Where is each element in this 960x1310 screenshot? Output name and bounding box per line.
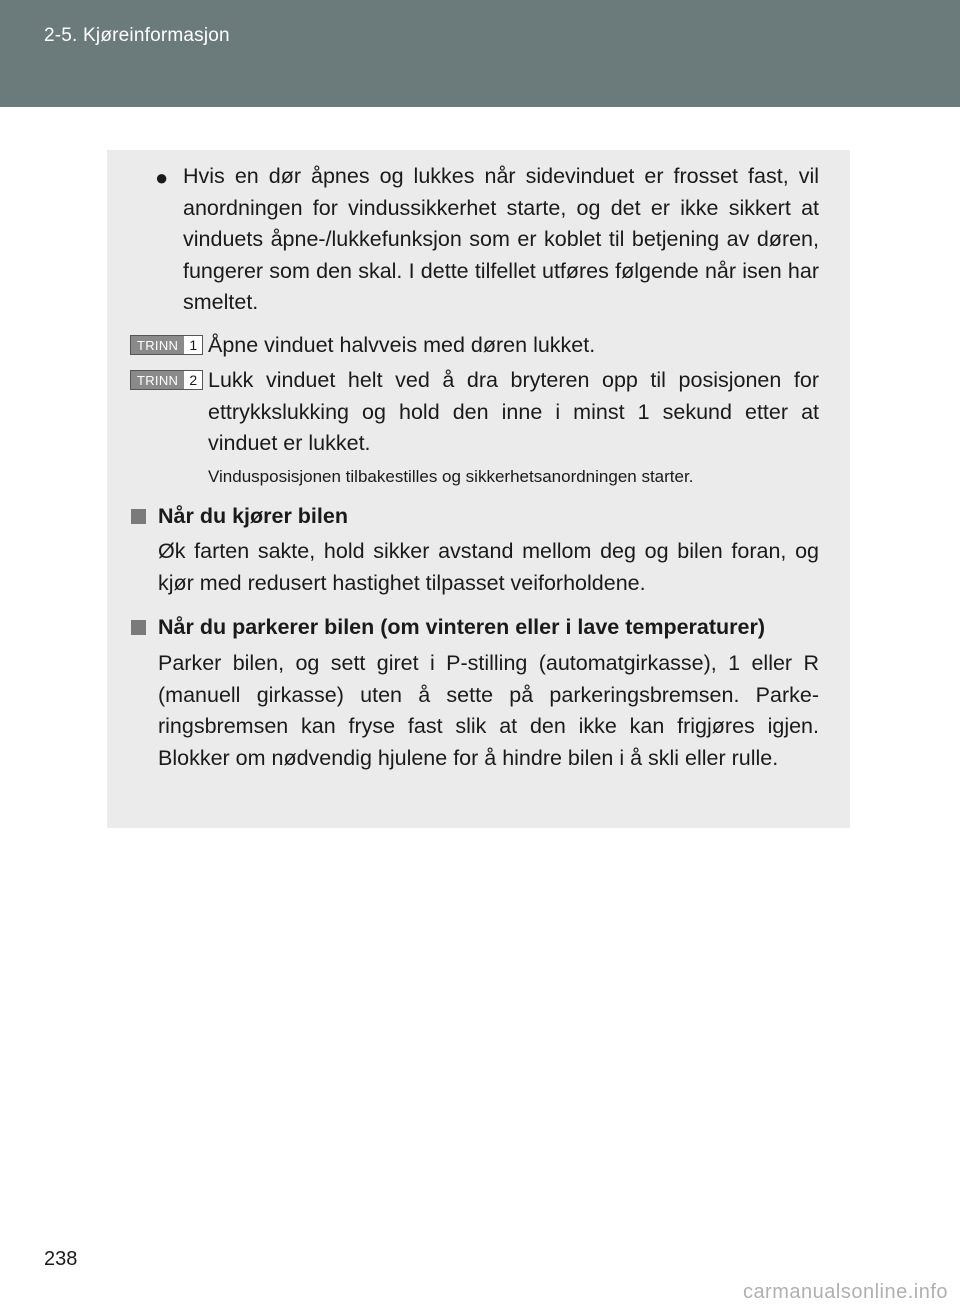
page-number: 238	[44, 1248, 78, 1270]
watermark: carmanualsonline.info	[742, 1281, 948, 1303]
step-2-text: Lukk vinduet helt ved å dra bryteren opp til posisjonen for ettrykkslukking og hold den inne i minst 1 sekund etter at vinduet er lukket.	[208, 368, 819, 455]
section-square-icon	[131, 620, 146, 635]
page-header	[0, 0, 960, 107]
section-heading-parking: Når du parkerer bilen (om vinteren eller i lave temperaturer)	[158, 615, 765, 639]
step-note: Vindusposisjonen tilbakestilles og sikkerhetsanordningen starter.	[208, 467, 694, 486]
bullet-paragraph: Hvis en dør åpnes og lukkes når sidevinduet er frosset fast, vil anordningen for vindussikkerhet starte, og det er ikke sikkert at vinduets åpne-/lukkefunksjon som er koblet til betjening av døren, fungerer som den skal. I dette tilfellet utføres følgende når isen har smeltet.	[183, 164, 819, 314]
section-title: 2-5. Kjøreinformasjon	[44, 25, 230, 46]
step-badge-1	[130, 335, 203, 355]
step-1-text: Åpne vinduet halvveis med døren lukket.	[208, 333, 596, 357]
step-label: TRINN	[131, 371, 184, 389]
step-label: TRINN	[131, 336, 184, 354]
step-number: 1	[184, 336, 202, 354]
bullet-icon: ●	[155, 165, 169, 190]
section-heading-driving: Når du kjører bilen	[158, 504, 348, 528]
step-badge-2	[130, 370, 203, 390]
section-body-parking: Parker bilen, og sett giret i P-stilling (automatgirkasse), 1 eller R (manuell girkasse) uten å sette på parkeringsbremsen. Parke-ringsbremsen kan fryse fast slik at den ikke kan frigjøres igjen. Blokker om nødvendig hjulene for å hindre bilen i å skli eller rulle.	[158, 651, 819, 770]
step-number: 2	[184, 371, 202, 389]
section-body-driving: Øk farten sakte, hold sikker avstand mellom deg og bilen foran, og kjør med redusert hastighet tilpasset veiforholdene.	[158, 539, 819, 595]
section-square-icon	[131, 509, 146, 524]
